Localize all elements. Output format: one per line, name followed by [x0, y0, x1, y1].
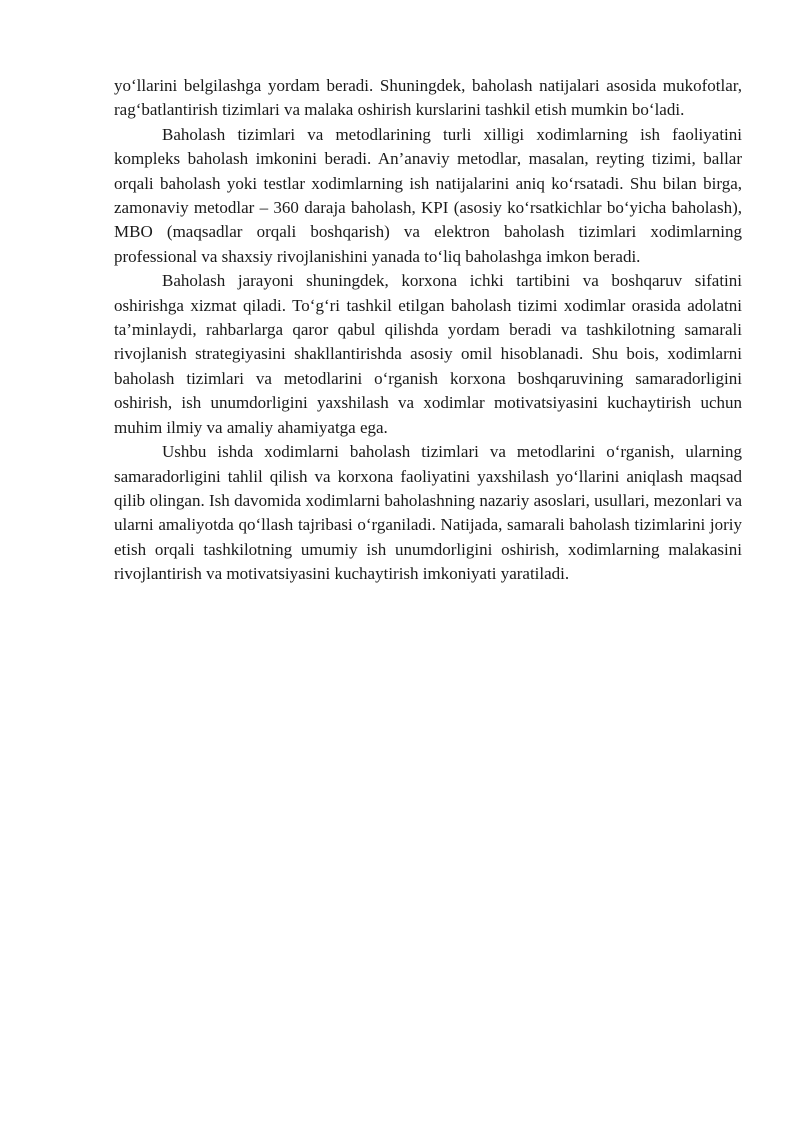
paragraph-evaluation-process: Baholash jarayoni shuningdek, korxona ichki tartibini va boshqaruv sifatini oshirishga xizmat qiladi. To‘g‘ri tashkil etilgan baholash tizimi xodimlar orasida adolatni ta’minlaydi, rahbarlarga qaror qabul qilishda yordam beradi va tashkilotning samarali rivojlanish strategiyasini shakllantirishda asosiy omil hisoblanadi. Shu bois, xodimlarni baholash tizimlari va metodlarini o‘rganish korxona boshqaruvining samaradorligini oshirish, ish unumdorligini yaxshilash va xodimlar motivatsiyasini kuchaytirish uchun muhim ilmiy va amaliy ahamiyatga ega. — [114, 271, 742, 437]
paragraph-continuation: yo‘llarini belgilashga yordam beradi. Shuningdek, baholash natijalari asosida mukofotlar, rag‘batlantirish tizimlari va malaka oshirish kurslarini tashkil etish mumkin bo‘ladi. — [114, 76, 742, 120]
paragraph-methods-variety: Baholash tizimlari va metodlarining turli xilligi xodimlarning ish faoliyatini kompleks baholash imkonini beradi. An’anaviy metodlar, masalan, reyting tizimi, ballar orqali baholash yoki testlar xodimlarning ish natijalarini aniq ko‘rsatadi. Shu bilan birga, zamonaviy metodlar – 360 daraja baholash, KPI (asosiy ko‘rsatkichlar bo‘yicha baholash), MBO (maqsadlar orqali boshqarish) va elektron baholash tizimlari xodimlarning professional va shaxsiy rivojlanishini yanada to‘liq baholashga imkon beradi. — [114, 124, 742, 266]
paragraph-research-aim: Ushbu ishda xodimlarni baholash tizimlari va metodlarini o‘rganish, ularning samaradorligini tahlil qilish va korxona faoliyatini yaxshilash yo‘llarini aniqlash maqsad qilib olingan. Ish davomida xodimlarni baholashning nazariy asoslari, usullari, mezonlari va ularni amaliyotda qo‘llash tajribasi o‘rganiladi. Natijada, samarali baholash tizimlarini joriy etish orqali tashkilotning umumiy ish unumdorligini oshirish, xodimlarning malakasini rivojlantirish va motivatsiyasini kuchaytirish imkoniyati yaratiladi. — [114, 442, 742, 584]
body-text — [114, 74, 742, 587]
